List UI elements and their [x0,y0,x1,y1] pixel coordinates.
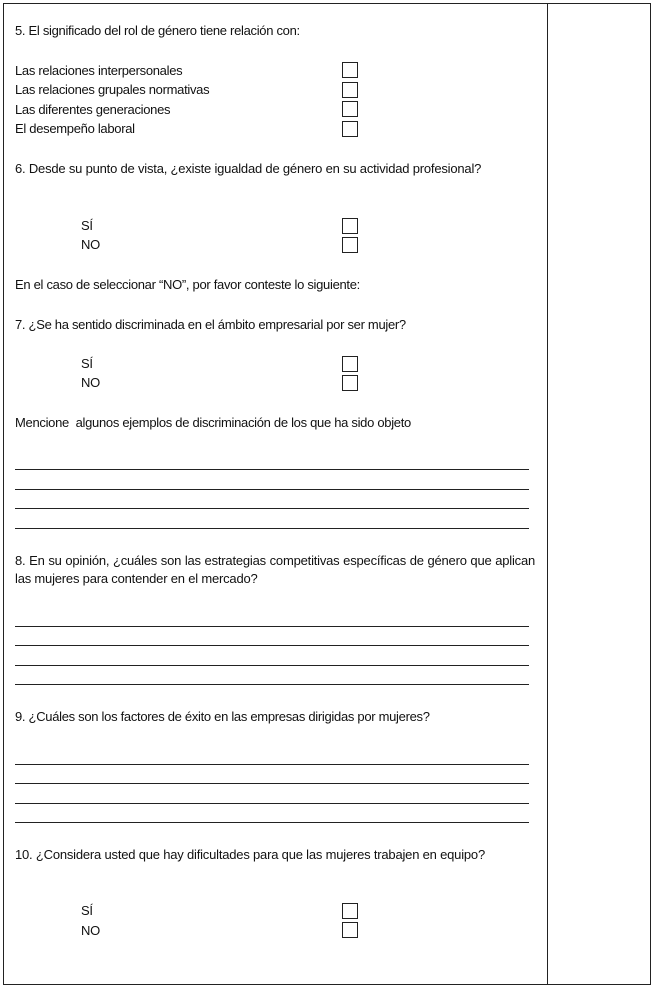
q7-answer-line[interactable] [15,528,529,529]
q10-yes-label: SÍ [81,903,93,918]
q8-answer-line[interactable] [15,645,529,646]
q10-title: 10. ¿Considera usted que hay dificultades para que las mujeres trabajen en equipo? [15,847,485,862]
q6-yes-checkbox[interactable] [342,218,358,234]
q10-yes-checkbox[interactable] [342,903,358,919]
q5-checkbox-grupales[interactable] [342,82,358,98]
q5-option-label: Las diferentes generaciones [15,102,171,117]
q9-answer-line[interactable] [15,783,529,784]
q10-no-label: NO [81,923,100,938]
q8-title: 8. En su opinión, ¿cuáles son las estrategias competitivas específicas de género que aplican las mujeres para contender en el mercado? [15,553,535,586]
conditional-note: En el caso de seleccionar “NO”, por favor conteste lo siguiente: [15,277,360,292]
q10-no-checkbox[interactable] [342,922,358,938]
q5-option-label: El desempeño laboral [15,121,135,136]
q6-no-checkbox[interactable] [342,237,358,253]
q7-answer-line[interactable] [15,489,529,490]
column-divider [547,3,548,985]
q8-answer-line[interactable] [15,626,529,627]
q5-checkbox-interpersonales[interactable] [342,62,358,78]
q9-answer-line[interactable] [15,803,529,804]
q7-followup: Mencione algunos ejemplos de discriminación de los que ha sido objeto [15,415,411,430]
q7-no-label: NO [81,375,100,390]
q6-yes-label: SÍ [81,218,93,233]
q7-no-checkbox[interactable] [342,375,358,391]
q5-checkbox-laboral[interactable] [342,121,358,137]
q5-option-label: Las relaciones grupales normativas [15,82,210,97]
form-border [3,3,651,985]
q7-title: 7. ¿Se ha sentido discriminada en el ámbito empresarial por ser mujer? [15,317,406,332]
q7-yes-label: SÍ [81,356,93,371]
q7-answer-line[interactable] [15,508,529,509]
q8-answer-line[interactable] [15,684,529,685]
q5-title: 5. El significado del rol de género tiene relación con: [15,23,300,38]
q8-answer-line[interactable] [15,665,529,666]
q9-title: 9. ¿Cuáles son los factores de éxito en las empresas dirigidas por mujeres? [15,709,430,724]
q5-checkbox-generaciones[interactable] [342,101,358,117]
q9-answer-line[interactable] [15,764,529,765]
q6-title: 6. Desde su punto de vista, ¿existe igualdad de género en su actividad profesional? [15,161,482,176]
q5-option-label: Las relaciones interpersonales [15,63,183,78]
q7-yes-checkbox[interactable] [342,356,358,372]
q7-answer-line[interactable] [15,469,529,470]
q6-no-label: NO [81,237,100,252]
q9-answer-line[interactable] [15,822,529,823]
